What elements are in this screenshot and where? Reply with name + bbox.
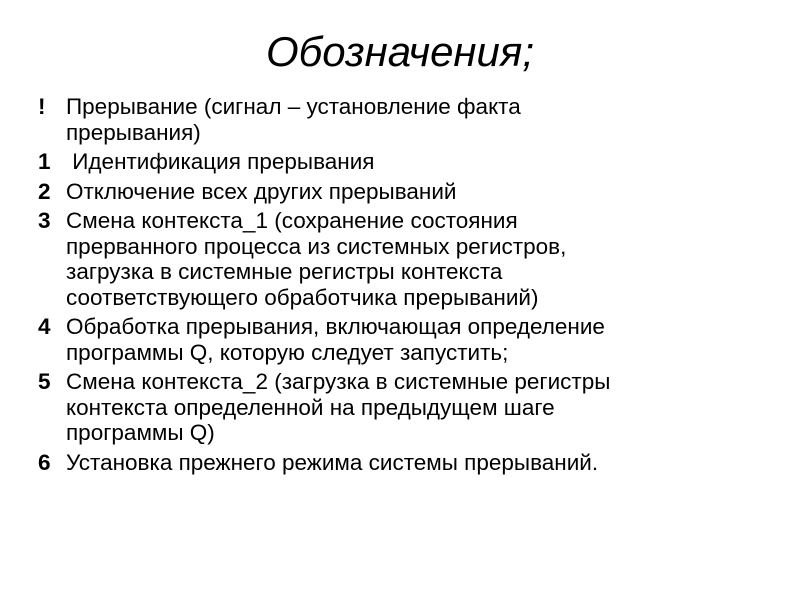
item-marker: !	[38, 94, 46, 119]
list-item	[38, 94, 778, 145]
list-item	[38, 369, 778, 446]
list-item	[38, 450, 778, 476]
item-text	[66, 94, 778, 145]
item-line: контекста определенной на предыдущем шаге	[66, 394, 555, 420]
item-line: Смена контекста_2 (загрузка в системные регистры	[66, 369, 611, 394]
item-line: прерывания)	[66, 119, 201, 145]
slide-title: Обозначения;	[265, 28, 535, 75]
list-item	[38, 208, 778, 310]
item-line: прерванного процесса из системных регистров,	[66, 233, 567, 259]
item-line: программы Q, которую следует запустить;	[66, 339, 509, 365]
item-marker: 1	[38, 149, 51, 174]
item-line: Обработка прерывания, включающая определение	[66, 314, 605, 339]
item-marker: 2	[38, 178, 51, 204]
item-line: Установка прежнего режима системы прерываний.	[66, 449, 599, 475]
item-line: соответствующего обработчика прерываний)	[66, 284, 539, 310]
item-marker: 6	[38, 449, 51, 475]
item-text	[66, 179, 778, 205]
legend-list	[38, 94, 778, 479]
item-line: программы Q)	[66, 420, 215, 445]
item-line: Идентификация прерывания	[66, 149, 375, 174]
item-marker: 3	[38, 208, 51, 233]
item-text	[66, 149, 778, 175]
item-marker: 4	[38, 314, 51, 339]
item-text	[66, 314, 778, 365]
item-marker: 5	[38, 369, 51, 394]
item-line: Прерывание (сигнал – установление факта	[66, 94, 521, 119]
item-text	[66, 450, 778, 476]
item-line: Отключение всех других прерываний	[66, 178, 457, 204]
list-item	[38, 314, 778, 365]
item-text	[66, 208, 778, 310]
item-line: Смена контекста_1 (сохранение состояния	[66, 208, 518, 233]
item-text	[66, 369, 778, 446]
item-line: загрузка в системные регистры контекста	[66, 259, 503, 284]
list-item	[38, 179, 778, 205]
list-item	[38, 149, 778, 175]
